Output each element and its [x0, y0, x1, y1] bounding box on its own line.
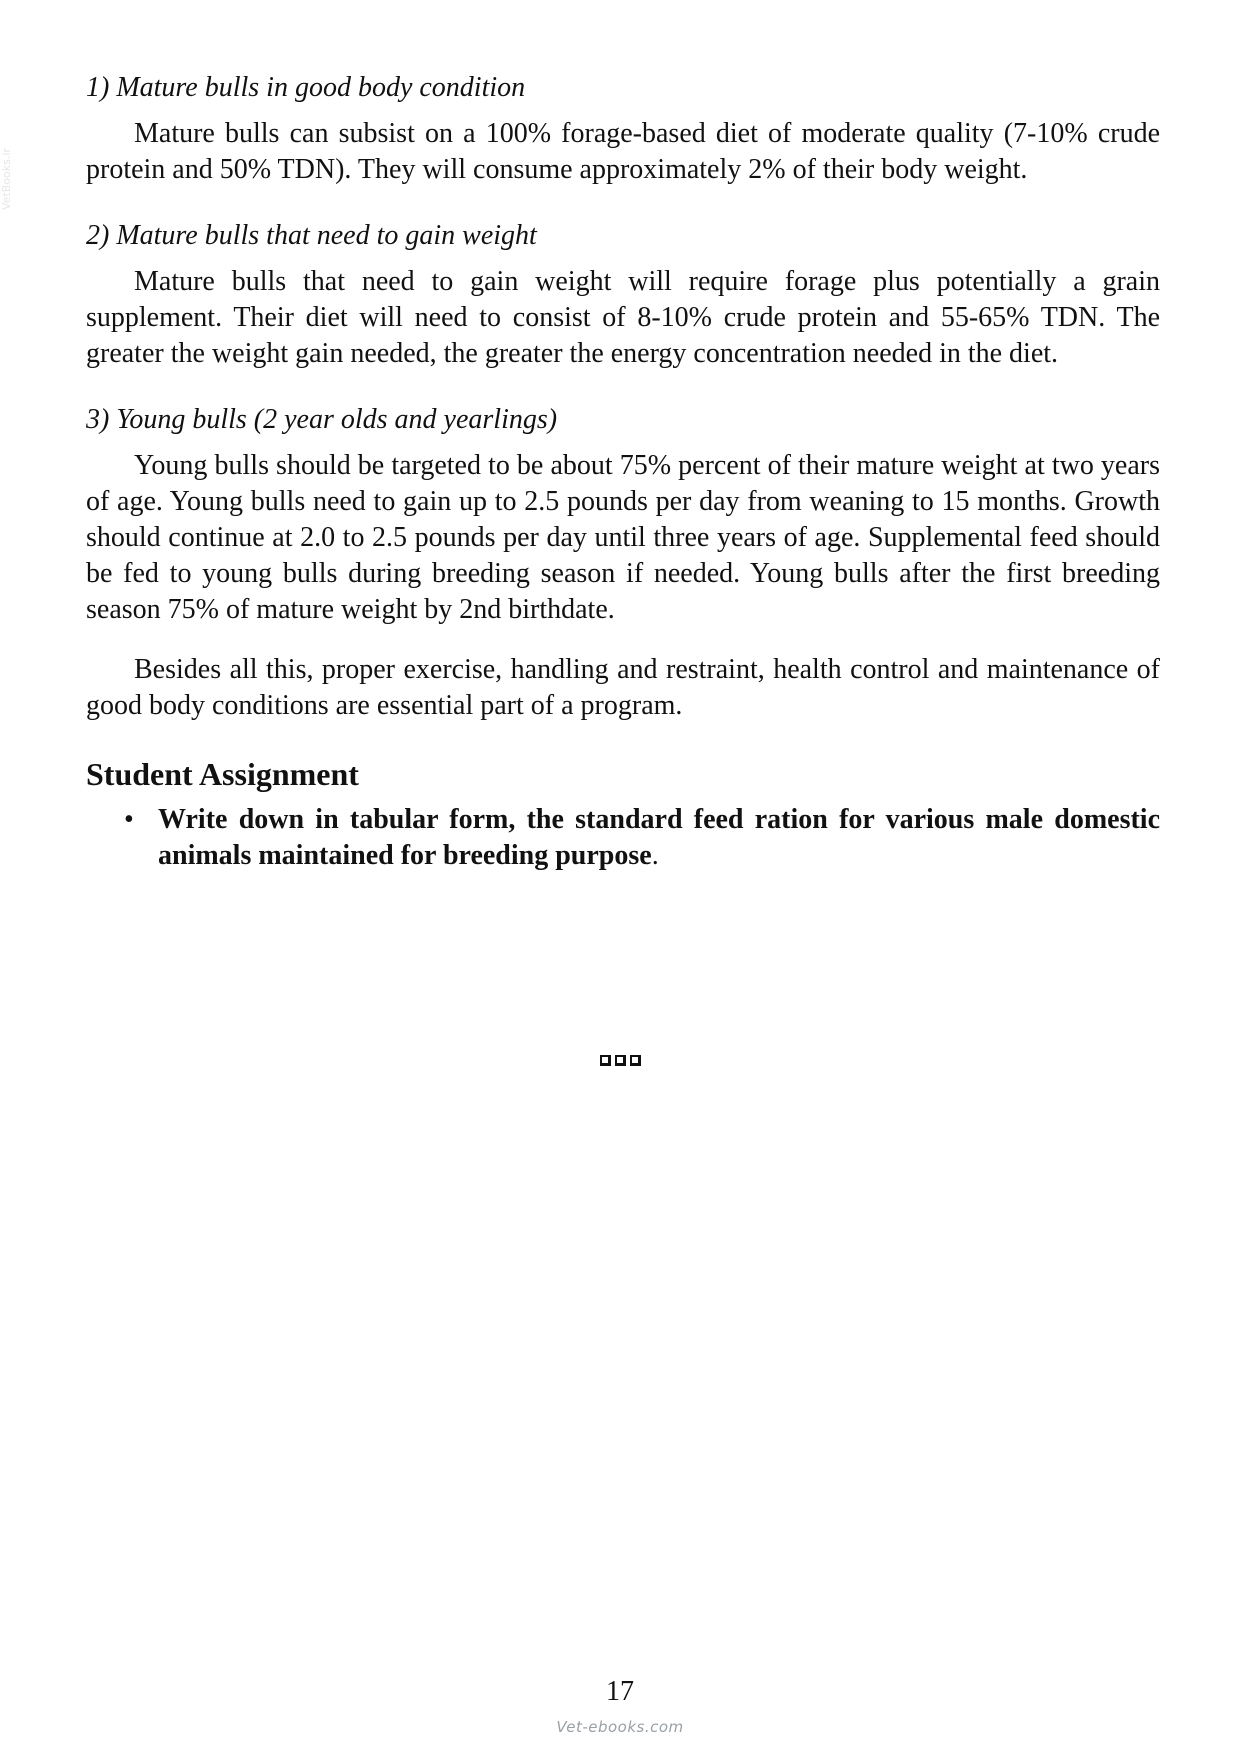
box-icon	[600, 1055, 611, 1066]
list-item	[86, 802, 1160, 874]
assignment-list	[86, 802, 1160, 874]
section-heading: 3) Young bulls (2 year olds and yearlings)	[86, 404, 558, 435]
box-icon	[615, 1055, 626, 1066]
section-mature-bulls-gain-weight	[86, 218, 1160, 372]
section-paragraph: Young bulls should be targeted to be about 75% percent of their mature weight at two years of age. Young bulls need to gain up to 2.5 pounds per day from weaning to 15 months. Growth should continue at 2.0 to 2.5 pounds per day until three years of age. Supplemental feed should be fed to young bulls during breeding season if needed. Young bulls after the first breeding season 75% of mature weight by 2nd birthdate.	[86, 450, 1160, 625]
section-paragraph: Mature bulls that need to gain weight will require forage plus potentially a grain supplement. Their diet will need to consist of 8-10% crude protein and 55-65% TDN. The greater the weight gain needed, the greater the energy concentration needed in the diet.	[86, 266, 1160, 369]
assignment-text: Write down in tabular form, the standard feed ration for various male domestic animals maintained for breeding purpose	[158, 804, 1160, 871]
box-icon	[630, 1055, 641, 1066]
end-of-chapter-icon	[600, 1055, 641, 1066]
section-heading: 1) Mature bulls in good body condition	[86, 72, 526, 103]
closing-paragraph: Besides all this, proper exercise, handling and restraint, health control and maintenance of good body conditions are essential part of a program.	[86, 654, 1160, 721]
section-young-bulls	[86, 402, 1160, 628]
section-paragraph: Mature bulls can subsist on a 100% forage-based diet of moderate quality (7-10% crude protein and 50% TDN). They will consume approximately 2% of their body weight.	[86, 118, 1160, 185]
page-content	[86, 70, 1160, 874]
page-number: 17	[606, 1676, 634, 1707]
assignment-period: .	[651, 840, 659, 871]
bullet-icon: •	[124, 804, 134, 835]
assignment-title: Student Assignment	[86, 756, 359, 792]
section-heading: 2) Mature bulls that need to gain weight	[86, 220, 537, 251]
section-mature-bulls-good-condition	[86, 70, 1160, 188]
student-assignment	[86, 754, 1160, 874]
side-watermark: VetBooks.ir	[0, 148, 13, 210]
footer-watermark-logo: Vet-ebooks.com	[556, 1718, 684, 1736]
